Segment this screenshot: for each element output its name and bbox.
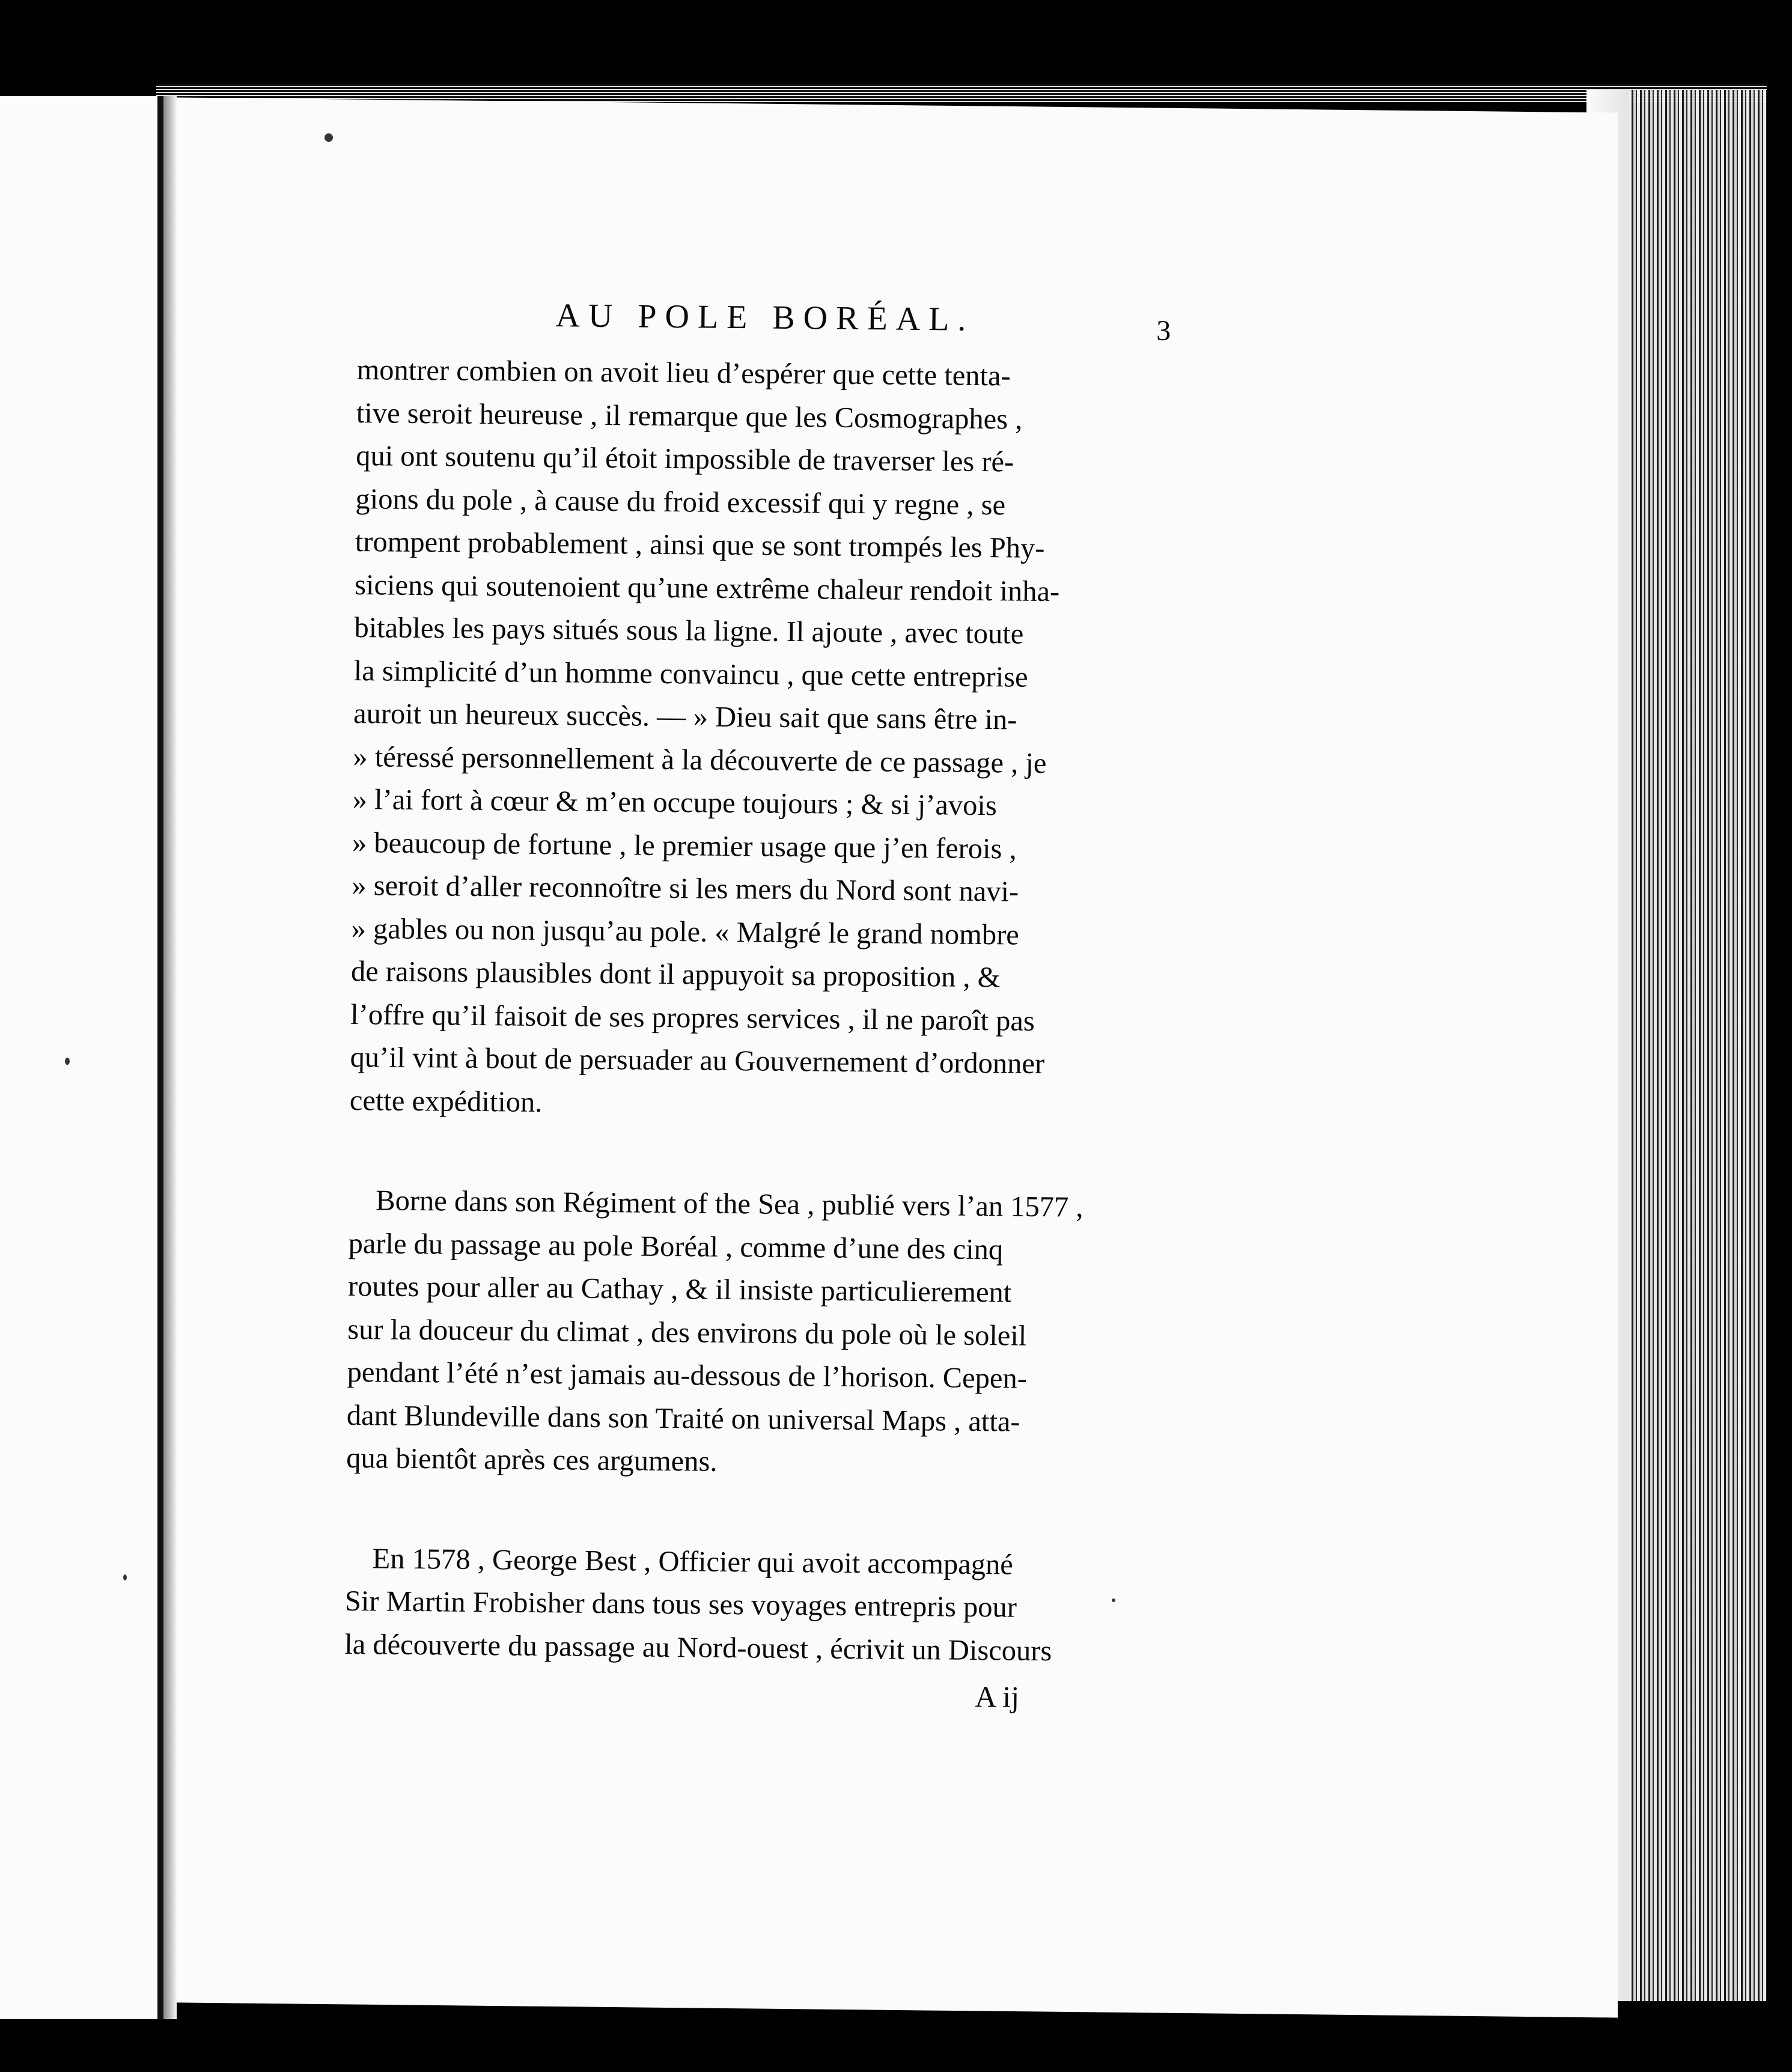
text-line: auroit un heureux succès. — » Dieu sait que sans être in- — [353, 697, 1017, 736]
text-line: qui ont soutenu qu’il étoit impossible de traverser les ré- — [355, 439, 1014, 478]
text-line: » beaucoup de fortune , le premier usage que j’en ferois , — [352, 826, 1017, 865]
text-line: siciens qui soutenoient qu’une extrême chaleur rendoit inha- — [354, 568, 1060, 608]
paragraph-3 — [344, 1537, 1169, 1674]
ink-speck — [65, 1058, 70, 1065]
text-line: gions du pole , à cause du froid excessif qui y regne , se — [355, 483, 1006, 521]
text-line: qua bientôt après ces argumens. — [346, 1442, 718, 1478]
text-line: » seroit d’aller reconnoître si les mers du Nord sont navi- — [352, 869, 1019, 908]
text-line: routes pour aller au Cathay , & il insiste particulierement — [347, 1270, 1012, 1309]
text-line: la découverte du passage au Nord-ouest , écrivit un Discours — [344, 1628, 1052, 1667]
paragraph-1 — [350, 349, 1180, 1130]
text-line: cette expédition. — [349, 1084, 543, 1118]
paragraph-gap — [349, 1122, 1173, 1187]
page-number: 3 — [1156, 314, 1171, 347]
ink-speck — [123, 1574, 127, 1580]
text-line: bitables les pays situés sous la ligne. Il ajoute , avec toute — [354, 611, 1024, 650]
text-line: » téressé personnellement à la découverte de ce passage , je — [353, 740, 1047, 779]
text-line: pendant l’été n’est jamais au-dessous de l’horison. Cepen- — [347, 1356, 1028, 1395]
ink-speck — [325, 133, 333, 142]
paragraph-2 — [346, 1179, 1172, 1488]
text-line: l’offre qu’il faisoit de ses propres services , il ne paroît pas — [350, 998, 1035, 1037]
signature-mark: A ij — [975, 1679, 1020, 1714]
text-line: sur la douceur du climat , des environs du pole où le soleil — [347, 1313, 1027, 1352]
signature-mark-row — [344, 1666, 1168, 1722]
text-line: En 1578 , George Best , Officier qui avoit accompagné — [372, 1542, 1014, 1581]
left-page-fragment — [0, 96, 162, 2019]
gutter-line — [157, 96, 163, 2019]
page-text-block — [344, 282, 1181, 1722]
gutter-shadow — [163, 96, 177, 2019]
text-line: » gables ou non jusqu’au pole. « Malgré le grand nombre — [351, 912, 1020, 951]
text-line: montrer combien on avoit lieu d’espérer que cette tenta- — [356, 353, 1011, 392]
text-line: dant Blundeville dans son Traité on universal Maps , atta- — [346, 1399, 1020, 1438]
text-line: trompent probablement , ainsi que se sont trompés les Phy- — [355, 525, 1045, 564]
text-line: Borne dans son Régiment of the Sea , publié vers l’an 1577 , — [376, 1184, 1083, 1223]
page-header — [357, 282, 1181, 356]
paragraph-gap — [346, 1479, 1169, 1544]
text-line: tive seroit heureuse , il remarque que les Cosmographes , — [356, 397, 1023, 436]
text-line: » l’ai fort à cœur & m’en occupe toujours ; & si j’avois — [352, 783, 998, 822]
text-line: qu’il vint à bout de persuader au Gouvernement d’ordonner — [350, 1041, 1045, 1080]
text-line: la simplicité d’un homme convaincu , que cette entreprise — [353, 654, 1028, 693]
text-line: de raisons plausibles dont il appuyoit sa proposition , & — [350, 955, 1001, 994]
text-line: parle du passage au pole Boréal , comme d’une des cinq — [348, 1227, 1004, 1266]
running-head: AU POLE BORÉAL. — [555, 297, 975, 338]
text-line: Sir Martin Frobisher dans tous ses voyages entrepris pour — [344, 1585, 1017, 1624]
